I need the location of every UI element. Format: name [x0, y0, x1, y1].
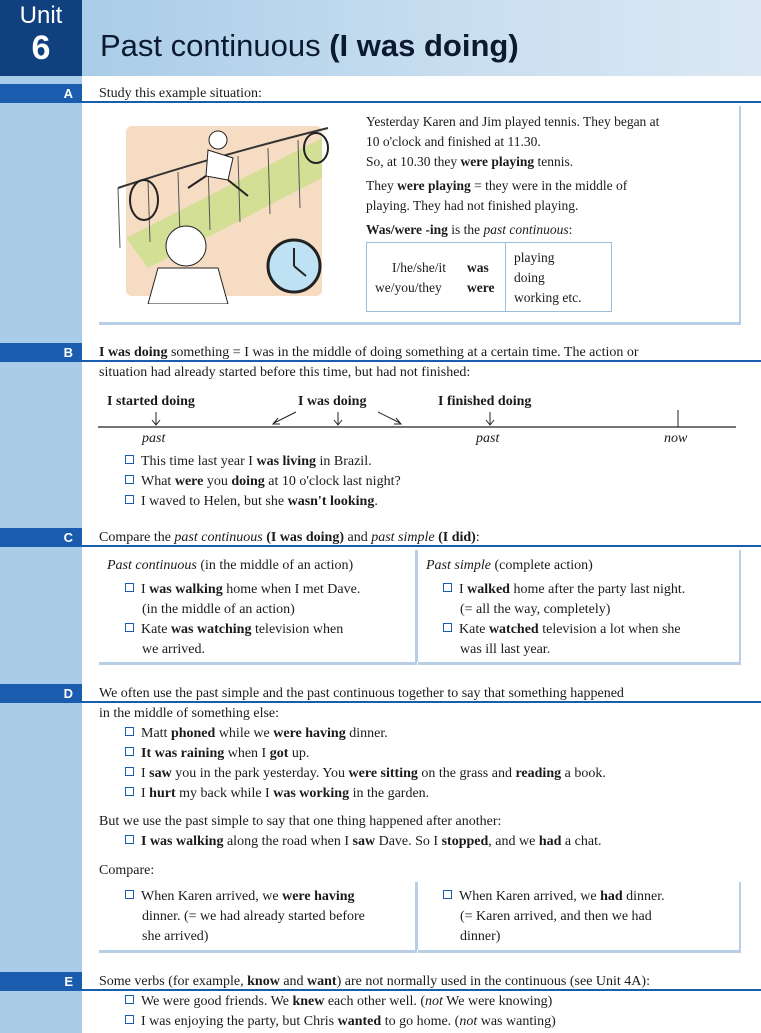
- arrow-start: [152, 412, 160, 425]
- example-c-right-1: I walked home after the party last night.: [443, 580, 685, 600]
- example-c-left-1: I was walking home when I met Dave.: [125, 580, 360, 600]
- table-verb-doing: doing: [514, 270, 545, 285]
- arrow-was-doing: [334, 412, 342, 425]
- example-b-3: I waved to Helen, but she wasn't looking.: [125, 492, 378, 512]
- checkbox-icon: [125, 583, 134, 592]
- section-b-label: B: [0, 343, 82, 362]
- timeline-label-finished: I finished doing: [438, 394, 532, 409]
- example-d-1: Matt phoned while we were having dinner.: [125, 724, 388, 744]
- example-d-5: I was walking along the road when I saw Dave. So I stopped, and we had a chat.: [125, 832, 601, 852]
- example-e-2: I was enjoying the party, but Chris wanted to go home. (not was wanting): [125, 1012, 556, 1032]
- checkbox-icon: [125, 455, 134, 464]
- checkbox-icon: [443, 623, 452, 632]
- timeline-label-started: I started doing: [107, 394, 195, 409]
- timeline-past-1: past: [142, 431, 166, 446]
- timeline-label-was-doing: I was doing: [298, 394, 367, 409]
- arrow-finish: [486, 412, 494, 425]
- compare-d-divider: [416, 882, 418, 950]
- example-b-1: This time last year I was living in Brazil.: [125, 452, 372, 472]
- compare-label: Compare:: [99, 863, 155, 878]
- table-verb-playing: playing: [514, 250, 555, 265]
- unit-label: Unit: [19, 2, 63, 29]
- checkbox-icon: [125, 747, 134, 756]
- section-a-label: A: [0, 84, 82, 103]
- arrow-left: [273, 412, 296, 424]
- example-d-3: I saw you in the park yesterday. You were sitting on the grass and reading a book.: [125, 764, 606, 784]
- checkbox-icon: [125, 727, 134, 736]
- section-e-label: E: [0, 972, 82, 991]
- checkbox-icon: [125, 890, 134, 899]
- page-title: Past continuous (I was doing): [100, 28, 519, 63]
- checkbox-icon: [125, 787, 134, 796]
- situation-line-1: Yesterday Karen and Jim played tennis. They began at: [366, 114, 660, 129]
- compare-right-line-3: dinner): [460, 929, 501, 944]
- tennis-illustration: [108, 118, 340, 304]
- example-c-left-2: Kate was watching television when: [125, 620, 343, 640]
- table-aux-was: was: [467, 260, 489, 275]
- checkbox-icon: [443, 583, 452, 592]
- compare-left-line-1: When Karen arrived, we were having: [125, 887, 355, 907]
- checkbox-icon: [125, 835, 134, 844]
- section-c-intro: Compare the past continuous (I was doing) and past simple (I did):: [99, 530, 480, 545]
- player-2-body: [148, 268, 228, 304]
- timeline-past-2: past: [476, 431, 500, 446]
- checkbox-icon: [125, 1015, 134, 1024]
- section-d-line-2: in the middle of something else:: [99, 706, 280, 721]
- section-b-line-1: I was doing something = I was in the middle of doing something at a certain time. The action or: [99, 345, 639, 360]
- compare-right-line-1: When Karen arrived, we had dinner.: [443, 887, 665, 907]
- unit-badge: [0, 0, 82, 76]
- example-c-right-1-note: (= all the way, completely): [460, 602, 611, 617]
- example-e-1: We were good friends. We knew each other well. (not We were knowing): [125, 992, 552, 1012]
- unit-number: 6: [31, 29, 51, 67]
- arrow-right: [378, 412, 401, 424]
- compare-right-line-2: (= Karen arrived, and then we had: [460, 909, 652, 924]
- situation-line-3: So, at 10.30 they were playing tennis.: [366, 154, 574, 169]
- checkbox-icon: [443, 890, 452, 899]
- compare-left-line-2: dinner. (= we had already started before: [142, 909, 365, 924]
- player-head: [209, 131, 227, 149]
- past-continuous-heading: Past continuous (in the middle of an action): [107, 558, 354, 573]
- form-table-divider: [505, 242, 506, 312]
- left-margin-column: [0, 0, 82, 1033]
- example-c-right-2: Kate watched television a lot when she: [443, 620, 681, 640]
- section-b-line-2: situation had already started before this time, but had not finished:: [99, 365, 471, 380]
- example-c-left-2-cont: we arrived.: [142, 642, 205, 657]
- checkbox-icon: [125, 995, 134, 1004]
- checkbox-icon: [125, 623, 134, 632]
- table-verb-working: working etc.: [514, 290, 582, 305]
- example-d-4: I hurt my back while I was working in the garden.: [125, 784, 429, 804]
- form-rule: Was/were -ing is the past continuous:: [366, 222, 573, 237]
- section-a-intro: Study this example situation:: [99, 86, 262, 101]
- table-aux-were: were: [467, 280, 495, 295]
- timeline-diagram: [96, 408, 741, 436]
- example-b-2: What were you doing at 10 o'clock last night?: [125, 472, 401, 492]
- table-subject-1: I/he/she/it: [392, 260, 446, 275]
- player-2-head: [166, 226, 206, 266]
- meaning-line-2: playing. They had not finished playing.: [366, 198, 579, 213]
- compare-left-line-3: she arrived): [142, 929, 209, 944]
- checkbox-icon: [125, 767, 134, 776]
- section-d-line-1: We often use the past simple and the past continuous together to say that something happened: [99, 686, 624, 701]
- section-d-label: D: [0, 684, 82, 703]
- example-d-2: It was raining when I got up.: [125, 744, 309, 764]
- table-subject-2: we/you/they: [375, 280, 442, 295]
- meaning-line-1: They were playing = they were in the middle of: [366, 178, 628, 193]
- section-c-label: C: [0, 528, 82, 547]
- section-e-intro: Some verbs (for example, know and want) are not normally used in the continuous (see Unit 4A):: [99, 974, 650, 989]
- example-c-right-2-cont: was ill last year.: [460, 642, 551, 657]
- section-d-line-3: But we use the past simple to say that one thing happened after another:: [99, 814, 502, 829]
- timeline-now: now: [664, 431, 688, 446]
- checkbox-icon: [125, 475, 134, 484]
- example-c-left-1-note: (in the middle of an action): [142, 602, 295, 617]
- compare-divider: [416, 550, 418, 662]
- past-simple-heading: Past simple (complete action): [426, 558, 593, 573]
- situation-line-2: 10 o'clock and finished at 11.30.: [366, 134, 541, 149]
- checkbox-icon: [125, 495, 134, 504]
